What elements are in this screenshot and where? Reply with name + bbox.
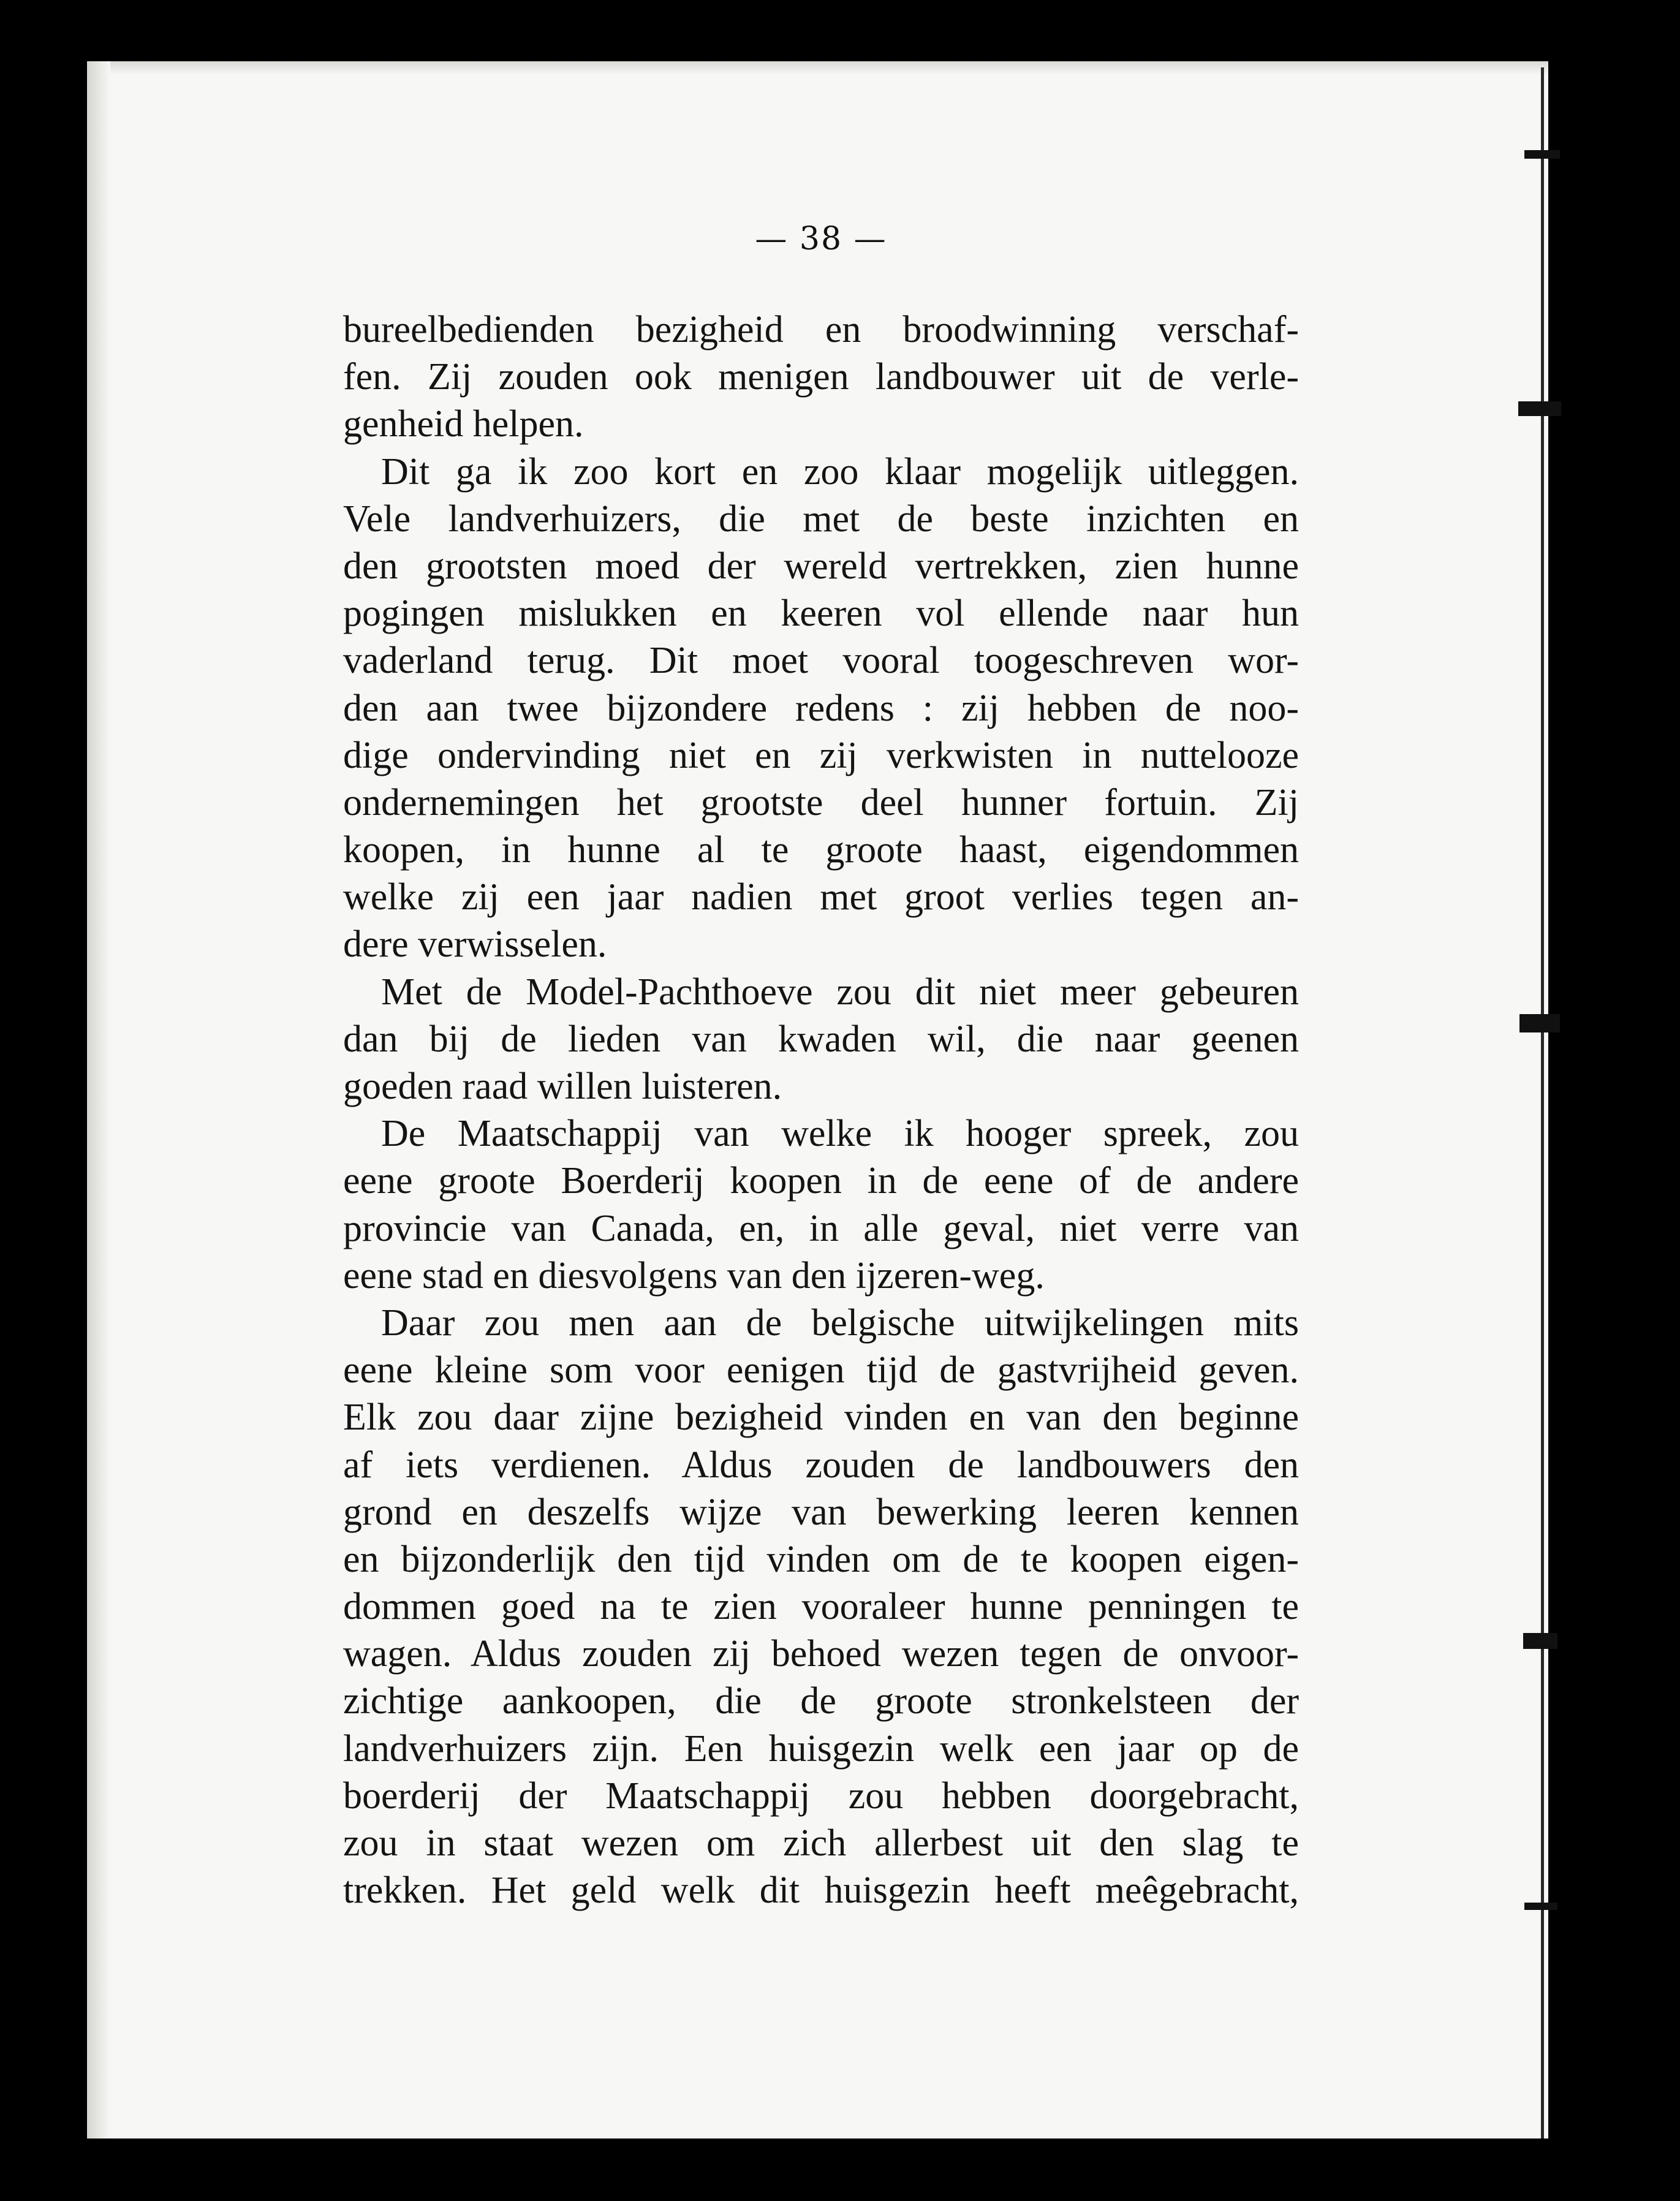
binding-mark: [1519, 1014, 1560, 1032]
text-line: den grootsten moed der wereld vertrekken, zien hunne: [343, 545, 1299, 587]
text-line: eene groote Boerderij koopen in de eene of de andere: [343, 1160, 1299, 1202]
text-line: goeden raad willen luisteren.: [343, 1066, 782, 1107]
text-line: dommen goed na te zien vooraleer hunne penningen te: [343, 1586, 1299, 1628]
text-line: zou in staat wezen om zich allerbest uit den slag te: [343, 1822, 1299, 1864]
text-line: koopen, in hunne al te groote haast, eigendommen: [343, 829, 1299, 871]
text-line: grond en deszelfs wijze van bewerking leeren kennen: [343, 1491, 1299, 1533]
text-line: boerderij der Maatschappij zou hebben doorgebracht,: [343, 1775, 1299, 1817]
text-line: ondernemingen het grootste deel hunner fortuin. Zij: [343, 781, 1299, 824]
text-line: Elk zou daar zijne bezigheid vinden en van den beginne: [343, 1396, 1299, 1439]
text-line: vaderland terug. Dit moet vooral toogeschreven wor-: [343, 640, 1299, 682]
text-line: Met de Model-Pachthoeve zou dit niet meer gebeuren: [381, 971, 1299, 1013]
text-line: welke zij een jaar nadien met groot verlies tegen an-: [343, 876, 1299, 919]
text-line: Dit ga ik zoo kort en zoo klaar mogelijk uitleggen.: [381, 450, 1299, 493]
page-edge-left: [87, 61, 110, 2138]
text-line: pogingen mislukken en keeren vol ellende naar hun: [343, 593, 1299, 635]
text-line: dere verwisselen.: [343, 923, 607, 966]
text-line: provincie van Canada, en, in alle geval, niet verre van: [343, 1207, 1299, 1249]
page-edge-top: [87, 61, 1548, 75]
text-line: Daar zou men aan de belgische uitwijkelingen mits: [381, 1301, 1299, 1344]
text-line: landverhuizers zijn. Een huisgezin welk een jaar op de: [343, 1727, 1299, 1770]
body-text: [343, 306, 1299, 1914]
text-line: dan bij de lieden van kwaden wil, die naar geenen: [343, 1018, 1299, 1060]
text-line: trekken. Het geld welk dit huisgezin heeft meêgebracht,: [343, 1870, 1299, 1912]
text-line: zichtige aankoopen, die de groote stronkelsteen der: [343, 1680, 1299, 1722]
text-line: eene kleine som voor eenigen tijd de gastvrijheid geven.: [343, 1349, 1299, 1392]
text-line: en bijzonderlijk den tijd vinden om de te koopen eigen-: [343, 1538, 1299, 1580]
text-line: Vele landverhuizers, die met de beste inzichten en: [343, 498, 1299, 540]
text-line: bureelbedienden bezigheid en broodwinning verschaf-: [343, 309, 1299, 350]
text-line: den aan twee bijzondere redens : zij hebben de noo-: [343, 687, 1299, 729]
binding-mark: [1523, 1633, 1557, 1649]
text-line: De Maatschappij van welke ik hooger spreek, zou: [381, 1113, 1299, 1155]
binding-mark: [1524, 1903, 1557, 1910]
text-line: genheid helpen.: [343, 403, 584, 445]
text-line: wagen. Aldus zouden zij behoed wezen tegen de onvoor-: [343, 1633, 1299, 1675]
text-line: dige ondervinding niet en zij verkwisten in nuttelooze: [343, 734, 1299, 776]
binding-mark: [1518, 401, 1561, 416]
binding-stitch-line: [1541, 67, 1544, 2138]
text-line: fen. Zij zouden ook menigen landbouwer uit de verle-: [343, 356, 1299, 398]
page-number: — 38 —: [755, 221, 887, 257]
text-line: af iets verdienen. Aldus zouden de landbouwers den: [343, 1444, 1299, 1486]
text-line: eene stad en diesvolgens van den ijzeren-weg.: [343, 1254, 1045, 1297]
binding-mark: [1524, 150, 1560, 159]
